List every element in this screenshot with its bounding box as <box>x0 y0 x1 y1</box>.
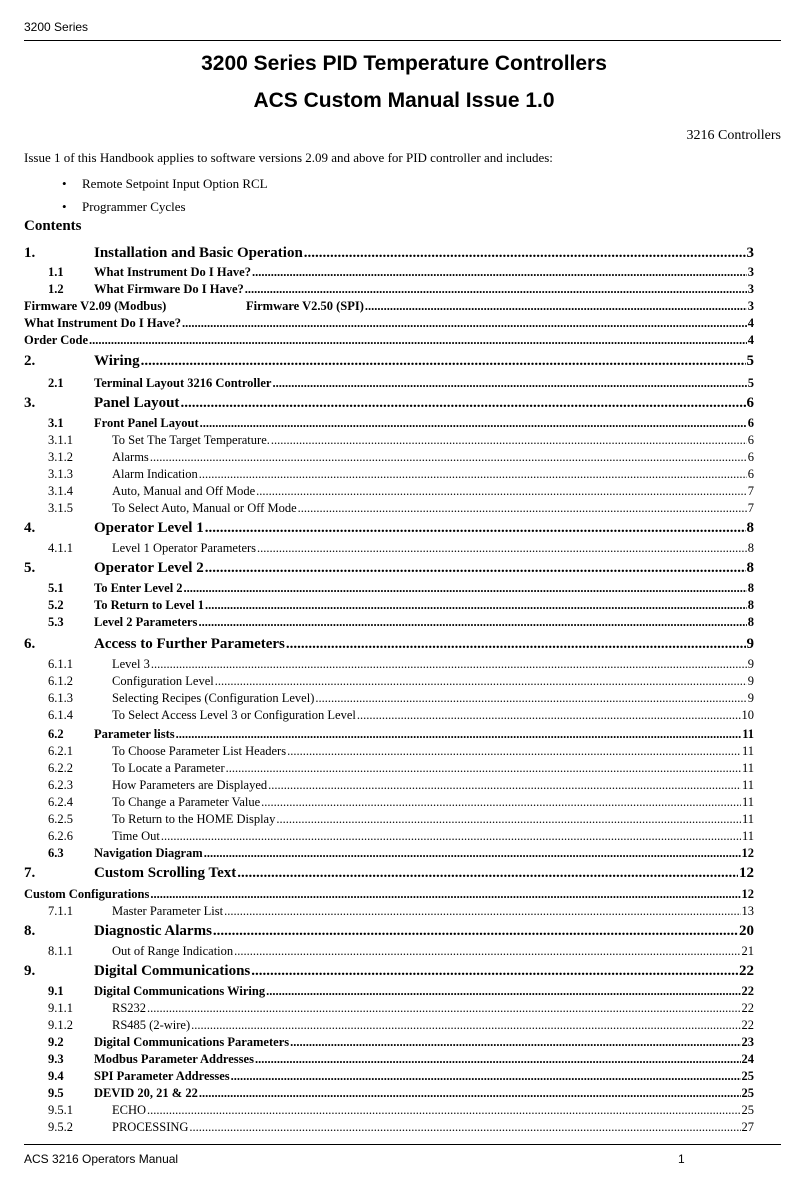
toc-entry-title: RS485 (2-wire) <box>112 1018 191 1032</box>
toc-entry-title: Level 2 Parameters <box>94 615 198 629</box>
toc-dot-leader <box>150 887 740 902</box>
toc-entry-page: 5 <box>746 353 754 369</box>
toc-entry-page: 20 <box>739 923 754 939</box>
toc-entry-page: 3 <box>747 282 754 296</box>
toc-entry-title: Level 1 Operator Parameters <box>112 541 257 555</box>
toc-dot-leader <box>268 778 741 793</box>
toc-entry-page: 27 <box>741 1120 754 1134</box>
toc-entry-number: 3.1.4 <box>48 484 73 498</box>
toc-dot-leader <box>213 923 738 940</box>
toc-entry-title: Level 3 <box>112 657 150 671</box>
toc-entry-number: 6.1.2 <box>48 674 73 688</box>
toc-entry-page: 6 <box>747 433 754 447</box>
toc-entry[interactable] <box>24 1052 754 1067</box>
toc-entry-title: What Instrument Do I Have? <box>24 316 181 330</box>
toc-entry-page: 3 <box>747 265 754 279</box>
toc-dot-leader <box>141 353 746 370</box>
toc-entry-title: To Choose Parameter List Headers <box>112 744 287 758</box>
toc-entry-title: To Select Access Level 3 or Configuration Level <box>112 708 356 722</box>
toc-entry[interactable] <box>24 353 754 370</box>
toc-entry-page: 13 <box>741 904 754 918</box>
toc-entry-page: 3 <box>746 245 754 261</box>
toc-dot-leader <box>255 1052 741 1067</box>
toc-dot-leader <box>182 316 747 331</box>
toc-entry-number: 8.1.1 <box>48 944 73 958</box>
toc-entry-title: SPI Parameter Addresses <box>94 1069 230 1083</box>
toc-entry-title: What Firmware Do I Have? <box>94 282 244 296</box>
toc-dot-leader <box>286 636 746 653</box>
toc-entry-page: 4 <box>747 316 754 330</box>
toc-entry-page: 5 <box>747 376 754 390</box>
toc-entry-page: 3 <box>747 299 754 313</box>
toc-entry-page: 9 <box>747 691 754 705</box>
product-label: 3216 Controllers <box>686 128 781 143</box>
toc-entry-page: 8 <box>746 560 754 576</box>
toc-entry-page: 8 <box>747 581 754 595</box>
document-title: 3200 Series PID Temperature Controllers <box>201 52 607 75</box>
toc-entry[interactable] <box>24 433 754 448</box>
toc-entry-title: Digital Communications Wiring <box>94 984 266 998</box>
toc-entry-title: Order Code <box>24 333 88 347</box>
toc-entry-page: 7 <box>747 501 754 515</box>
toc-entry-page: 25 <box>741 1086 754 1100</box>
toc-entry-number: 1. <box>24 245 36 261</box>
toc-entry-title: How Parameters are Displayed <box>112 778 268 792</box>
toc-entry-number: 6.2.6 <box>48 829 73 843</box>
running-header: 3200 Series <box>24 20 89 34</box>
toc-entry-title: To Return to Level 1 <box>94 598 204 612</box>
toc-entry-page: 7 <box>747 484 754 498</box>
toc-entry-page: 22 <box>739 963 754 979</box>
toc-entry-number: 2. <box>24 353 36 369</box>
toc-entry[interactable] <box>24 265 754 280</box>
toc-entry-title: PROCESSING <box>112 1120 189 1134</box>
toc-dot-leader <box>256 484 747 499</box>
toc-entry-title: Installation and Basic Operation <box>94 245 303 261</box>
toc-entry-page: 9 <box>747 657 754 671</box>
toc-entry-number: 5. <box>24 560 36 576</box>
toc-entry-page: 8 <box>747 541 754 555</box>
toc-entry[interactable] <box>24 1120 754 1135</box>
toc-dot-leader <box>191 1018 740 1033</box>
toc-entry-page: 6 <box>747 467 754 481</box>
toc-dot-leader <box>205 598 747 613</box>
toc-entry-title: Auto, Manual and Off Mode <box>112 484 256 498</box>
toc-entry-title: Digital Communications Parameters <box>94 1035 290 1049</box>
toc-entry-number: 5.2 <box>48 598 64 612</box>
toc-dot-leader <box>298 501 747 516</box>
toc-entry-page: 8 <box>747 598 754 612</box>
toc-entry[interactable] <box>24 691 754 706</box>
toc-entry[interactable] <box>24 829 754 844</box>
toc-dot-leader <box>365 299 747 314</box>
toc-entry[interactable] <box>24 598 754 613</box>
toc-entry-title: Out of Range Indication <box>112 944 234 958</box>
toc-entry-page: 11 <box>741 761 754 775</box>
toc-entry[interactable] <box>24 636 754 653</box>
toc-dot-leader <box>215 674 747 689</box>
toc-entry-number: 6.2.4 <box>48 795 73 809</box>
toc-entry-page: 9 <box>747 674 754 688</box>
toc-entry-page: 21 <box>741 944 754 958</box>
toc-entry-number: 3.1.1 <box>48 433 73 447</box>
toc-dot-leader <box>189 1120 740 1135</box>
toc-entry-number: 3. <box>24 395 36 411</box>
toc-entry[interactable] <box>24 376 754 391</box>
toc-entry[interactable] <box>24 674 754 689</box>
toc-entry[interactable] <box>24 395 754 412</box>
toc-entry-number: 6.1.4 <box>48 708 73 722</box>
toc-entry-title: Parameter lists <box>94 727 175 741</box>
toc-entry[interactable] <box>24 657 754 672</box>
toc-dot-leader <box>304 245 746 262</box>
toc-entry-title: Firmware V2.50 (SPI) <box>246 299 364 313</box>
toc-dot-leader <box>226 761 741 776</box>
toc-dot-leader <box>151 657 747 672</box>
toc-dot-leader <box>89 333 747 348</box>
toc-dot-leader <box>205 520 746 537</box>
toc-entry-number: 6. <box>24 636 36 652</box>
toc-entry-title: To Set The Target Temperature. <box>112 433 270 447</box>
toc-entry[interactable] <box>24 812 754 827</box>
toc-entry[interactable] <box>24 541 754 556</box>
toc-dot-leader <box>276 812 741 827</box>
toc-entry-title: What Instrument Do I Have? <box>94 265 251 279</box>
toc-entry-page: 11 <box>741 829 754 843</box>
toc-dot-leader <box>199 467 747 482</box>
toc-entry[interactable] <box>24 501 754 516</box>
toc-entry-number: 9. <box>24 963 36 979</box>
toc-dot-leader <box>271 433 747 448</box>
toc-entry[interactable] <box>24 615 754 630</box>
toc-entry-number: 6.1.3 <box>48 691 73 705</box>
toc-dot-leader <box>198 615 746 630</box>
toc-entry-page: 24 <box>741 1052 754 1066</box>
toc-entry[interactable] <box>24 761 754 776</box>
toc-dot-leader <box>245 282 747 297</box>
toc-entry[interactable] <box>24 963 754 980</box>
toc-entry[interactable] <box>24 1103 754 1118</box>
toc-dot-leader <box>180 395 745 412</box>
toc-entry-title: Digital Communications <box>94 963 251 979</box>
toc-entry-number: 6.2 <box>48 727 64 741</box>
toc-entry[interactable] <box>24 316 754 331</box>
toc-entry[interactable] <box>24 984 754 999</box>
toc-entry-title: RS232 <box>112 1001 147 1015</box>
toc-entry[interactable] <box>24 865 754 882</box>
toc-dot-leader <box>204 846 741 861</box>
toc-entry-page: 11 <box>741 778 754 792</box>
toc-entry-page: 12 <box>739 865 754 881</box>
toc-entry-number: 9.5.1 <box>48 1103 73 1117</box>
toc-entry-page: 6 <box>746 395 754 411</box>
toc-entry[interactable] <box>24 450 754 465</box>
toc-dot-leader <box>261 795 741 810</box>
toc-entry-number: 9.5 <box>48 1086 64 1100</box>
toc-entry-number: 5.3 <box>48 615 64 629</box>
toc-entry-title: Panel Layout <box>94 395 180 411</box>
toc-entry-number: 6.1.1 <box>48 657 73 671</box>
toc-entry-page: 8 <box>747 615 754 629</box>
toc-entry-page: 25 <box>741 1069 754 1083</box>
toc-entry-number: 9.4 <box>48 1069 64 1083</box>
toc-entry-page: 11 <box>742 727 754 741</box>
header-rule <box>24 40 781 41</box>
toc-entry[interactable] <box>24 416 754 431</box>
toc-dot-leader <box>200 416 747 431</box>
toc-entry-number: 7. <box>24 865 36 881</box>
intro-paragraph: Issue 1 of this Handbook applies to software versions 2.09 and above for PID controller and includes: <box>24 150 553 165</box>
contents-heading: Contents <box>24 218 82 234</box>
toc-entry[interactable] <box>24 282 754 297</box>
toc-dot-leader <box>231 1069 741 1084</box>
toc-entry-page: 6 <box>747 450 754 464</box>
toc-entry-page: 6 <box>747 416 754 430</box>
toc-dot-leader <box>237 865 738 882</box>
toc-entry-page: 11 <box>741 795 754 809</box>
toc-entry[interactable] <box>24 795 754 810</box>
toc-entry[interactable] <box>24 944 754 959</box>
toc-entry-title: Modbus Parameter Addresses <box>94 1052 254 1066</box>
toc-entry[interactable] <box>24 245 754 262</box>
toc-entry-title: Operator Level 2 <box>94 560 204 576</box>
toc-entry-number: 1.2 <box>48 282 64 296</box>
toc-entry-number: 5.1 <box>48 581 64 595</box>
toc-entry-title: To Locate a Parameter <box>112 761 225 775</box>
toc-entry-page: 22 <box>741 1001 754 1015</box>
toc-dot-leader <box>315 691 746 706</box>
toc-entry[interactable] <box>24 1001 754 1016</box>
toc-entry[interactable] <box>24 904 754 919</box>
toc-dot-leader <box>161 829 741 844</box>
toc-entry-title: Custom Scrolling Text <box>94 865 237 881</box>
toc-entry-page: 11 <box>741 744 754 758</box>
toc-entry-title: Alarms <box>112 450 149 464</box>
toc-entry-title: DEVID 20, 21 & 22 <box>94 1086 198 1100</box>
toc-entry-number: 6.3 <box>48 846 64 860</box>
toc-entry-number: 9.1 <box>48 984 64 998</box>
toc-entry-title: Alarm Indication <box>112 467 198 481</box>
toc-entry-number: 7.1.1 <box>48 904 73 918</box>
toc-dot-leader <box>257 541 747 556</box>
toc-entry-page: 12 <box>741 887 754 901</box>
toc-entry-title: Terminal Layout 3216 Controller <box>94 376 272 390</box>
toc-entry[interactable] <box>24 744 754 759</box>
footer-title: ACS 3216 Operators Manual <box>24 1152 179 1166</box>
toc-entry-title: To Enter Level 2 <box>94 581 183 595</box>
toc-dot-leader <box>357 708 741 723</box>
toc-entry-page: 22 <box>741 984 754 998</box>
toc-entry-number: 6.2.5 <box>48 812 73 826</box>
toc-entry-title: Master Parameter List <box>112 904 224 918</box>
toc-entry[interactable] <box>24 299 754 314</box>
toc-entry[interactable] <box>24 778 754 793</box>
toc-entry-page: 23 <box>741 1035 754 1049</box>
toc-entry[interactable] <box>24 520 754 537</box>
toc-entry-title: Custom Configurations <box>24 887 150 901</box>
toc-entry-firmware-label: Firmware V2.09 (Modbus) <box>24 299 167 313</box>
toc-entry-title: Selecting Recipes (Configuration Level) <box>112 691 315 705</box>
toc-entry-number: 9.5.2 <box>48 1120 73 1134</box>
toc-entry-page: 10 <box>741 708 754 722</box>
toc-entry-title: Navigation Diagram <box>94 846 203 860</box>
toc-dot-leader <box>150 450 747 465</box>
toc-entry-number: 9.1.1 <box>48 1001 73 1015</box>
toc-entry-page: 9 <box>746 636 754 652</box>
toc-entry-title: Wiring <box>94 353 140 369</box>
toc-dot-leader <box>184 581 747 596</box>
toc-entry[interactable] <box>24 467 754 482</box>
toc-dot-leader <box>234 944 740 959</box>
toc-entry[interactable] <box>24 484 754 499</box>
toc-entry[interactable] <box>24 1035 754 1050</box>
toc-dot-leader <box>290 1035 740 1050</box>
toc-dot-leader <box>147 1001 740 1016</box>
toc-dot-leader <box>224 904 740 919</box>
toc-entry[interactable] <box>24 581 754 596</box>
toc-dot-leader <box>205 560 746 577</box>
toc-entry-number: 9.2 <box>48 1035 64 1049</box>
toc-dot-leader <box>251 963 738 980</box>
toc-entry-number: 6.2.1 <box>48 744 73 758</box>
toc-entry[interactable] <box>24 727 754 742</box>
toc-entry-title: Operator Level 1 <box>94 520 204 536</box>
toc-entry-number: 3.1.2 <box>48 450 73 464</box>
toc-entry-number: 8. <box>24 923 36 939</box>
bullet-dot-icon: • <box>62 199 67 214</box>
toc-entry-page: 22 <box>741 1018 754 1032</box>
toc-entry[interactable] <box>24 560 754 577</box>
toc-entry-title: Front Panel Layout <box>94 416 199 430</box>
toc-dot-leader <box>252 265 747 280</box>
toc-entry[interactable] <box>24 1086 754 1101</box>
toc-entry-title: ECHO <box>112 1103 147 1117</box>
toc-entry-title: Access to Further Parameters <box>94 636 285 652</box>
bullet-dot-icon: • <box>62 176 67 191</box>
toc-entry-page: 8 <box>746 520 754 536</box>
toc-dot-leader <box>147 1103 740 1118</box>
toc-entry-page: 4 <box>747 333 754 347</box>
toc-entry-title: To Change a Parameter Value <box>112 795 261 809</box>
document-subtitle: ACS Custom Manual Issue 1.0 <box>253 89 555 112</box>
toc-entry[interactable] <box>24 923 754 940</box>
toc-dot-leader <box>199 1086 741 1101</box>
toc-entry-title: To Select Auto, Manual or Off Mode <box>112 501 297 515</box>
toc-entry[interactable] <box>24 1069 754 1084</box>
toc-entry[interactable] <box>24 333 754 348</box>
toc-entry-number: 9.1.2 <box>48 1018 73 1032</box>
toc-entry-number: 4.1.1 <box>48 541 73 555</box>
toc-entry-title: Diagnostic Alarms <box>94 923 212 939</box>
toc-dot-leader <box>176 727 742 742</box>
toc-entry-number: 3.1.3 <box>48 467 73 481</box>
toc-dot-leader <box>287 744 741 759</box>
toc-entry[interactable] <box>24 887 754 902</box>
toc-entry-number: 1.1 <box>48 265 64 279</box>
toc-entry-number: 6.2.2 <box>48 761 73 775</box>
toc-entry-number: 3.1 <box>48 416 64 430</box>
toc-dot-leader <box>266 984 740 999</box>
toc-entry-title: Configuration Level <box>112 674 214 688</box>
toc-entry-number: 3.1.5 <box>48 501 73 515</box>
toc-entry-title: Time Out <box>112 829 160 843</box>
toc-entry-number: 9.3 <box>48 1052 64 1066</box>
toc-entry-number: 4. <box>24 520 36 536</box>
toc-dot-leader <box>272 376 746 391</box>
toc-entry-page: 25 <box>741 1103 754 1117</box>
toc-entry[interactable] <box>24 708 754 723</box>
toc-entry-page: 12 <box>741 846 754 860</box>
footer-rule <box>24 1144 781 1145</box>
toc-entry[interactable] <box>24 1018 754 1033</box>
toc-entry[interactable] <box>24 846 754 861</box>
toc-entry-number: 2.1 <box>48 376 64 390</box>
toc-entry-number: 6.2.3 <box>48 778 73 792</box>
toc-entry-title: To Return to the HOME Display <box>112 812 276 826</box>
toc-entry-page: 11 <box>741 812 754 826</box>
page-number: 1 <box>678 1152 685 1166</box>
